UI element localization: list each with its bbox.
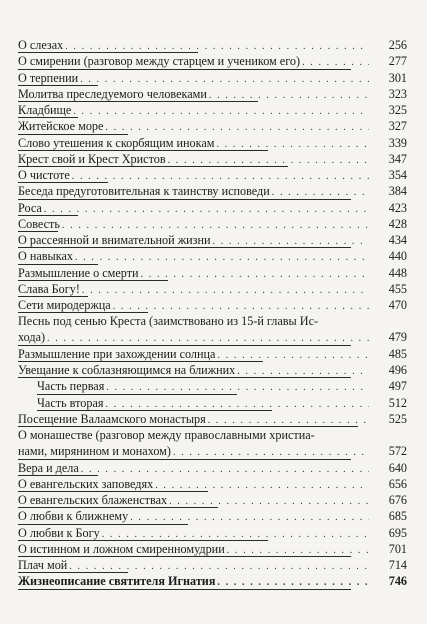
dot-leader [105, 120, 369, 134]
dot-leader [272, 185, 369, 199]
toc-entry-page: 496 [388, 363, 407, 377]
toc-entry-page: 256 [388, 38, 407, 52]
dot-leader [73, 104, 369, 118]
toc-entry-page: 676 [388, 493, 407, 507]
toc-entry-page: 485 [388, 346, 407, 361]
toc-entry-title: Кладбище [18, 103, 72, 117]
toc-entry [0, 492, 427, 508]
dot-leader [217, 575, 369, 589]
toc-entry-page: 640 [388, 460, 407, 475]
dot-leader [72, 169, 369, 183]
toc-entry-page: 428 [388, 216, 407, 231]
toc-entry [0, 460, 427, 476]
toc-entry [0, 135, 427, 151]
dot-leader [168, 153, 369, 167]
toc-entry-title: О смирении (разговор между старцем и учеником его) [18, 54, 301, 69]
dot-leader [69, 559, 369, 573]
toc-entry [0, 281, 427, 297]
toc-entry-page: 354 [388, 168, 407, 182]
dot-leader [113, 299, 369, 313]
toc-entry [0, 200, 427, 216]
toc-entry-title: Крест свой и Крест Христов [18, 151, 166, 166]
toc-entry-title: Посещение Валаамского монастыря [18, 411, 206, 426]
toc-entry [0, 86, 427, 102]
toc-entry-page: 434 [388, 233, 407, 247]
toc-entry-title: Плач мой [18, 558, 68, 572]
table-of-contents [0, 37, 427, 590]
toc-entry-title: Размышление о смерти [18, 265, 139, 280]
toc-entry-title: О истинном и ложном смиренномудрии [18, 541, 225, 556]
toc-entry-title: Беседа предуготовительная к таинству исповеди [18, 184, 270, 199]
dot-leader [80, 72, 369, 86]
toc-entry [0, 378, 427, 394]
dot-leader [81, 462, 369, 476]
toc-entry-page: 384 [388, 184, 407, 199]
toc-entry-page: 440 [388, 249, 407, 264]
toc-entry-page: 525 [388, 411, 407, 426]
dot-leader [102, 527, 369, 541]
toc-entry-title: Жизнеописание святителя Игнатия [18, 574, 216, 589]
toc-entry-title: О евангельских блаженствах [18, 493, 168, 507]
toc-entry-title: О слезах [18, 38, 64, 52]
toc-entry-page: 470 [388, 298, 407, 312]
toc-entry-title: О чистоте [18, 168, 70, 182]
toc-entry-page: 746 [388, 574, 407, 589]
toc-entry [0, 70, 427, 86]
toc-entry-title-continued: хода) [18, 330, 46, 345]
toc-entry [0, 541, 427, 557]
toc-entry [0, 248, 427, 264]
toc-entry [0, 395, 427, 411]
toc-entry-title: Молитва преследуемого человеками [18, 86, 207, 101]
dot-leader [169, 494, 369, 508]
toc-entry-title: О евангельских заповедях [18, 476, 154, 491]
toc-entry-title: Слава Богу! [18, 281, 80, 296]
toc-entry-page: 455 [388, 281, 407, 296]
toc-entry-page: 323 [388, 86, 407, 101]
dot-leader [106, 380, 369, 394]
dot-leader [65, 39, 369, 53]
toc-entry-page: 572 [388, 444, 407, 458]
toc-entry-title: О терпении [18, 70, 79, 85]
dot-leader [106, 397, 370, 411]
toc-entry-title: Часть вторая [37, 395, 104, 410]
toc-entry [0, 118, 427, 134]
dot-leader [302, 55, 369, 69]
toc-entry-page: 685 [388, 509, 407, 524]
dot-leader [217, 348, 369, 362]
toc-entry-title: Часть первая [37, 379, 105, 394]
toc-entry [0, 183, 427, 199]
toc-entry-page: 656 [388, 476, 407, 491]
toc-entry-title: Роса [18, 200, 42, 215]
toc-entry-title: О любви к ближнему [18, 509, 129, 524]
toc-entry-page: 277 [388, 54, 407, 69]
dot-leader [213, 234, 370, 248]
toc-entry [0, 232, 427, 248]
toc-entry-title: Размышление при захождении солнца [18, 346, 216, 361]
toc-entry-title: Совесть [18, 216, 60, 231]
toc-entry-page: 448 [388, 265, 407, 280]
toc-entry-page: 301 [388, 70, 407, 85]
toc-entry-page: 423 [388, 200, 407, 215]
toc-entry [0, 508, 427, 524]
toc-entry [0, 557, 427, 573]
toc-entry-title: О монашестве (разговор между православными христиа- [18, 428, 315, 442]
toc-entry-page: 714 [388, 558, 407, 572]
toc-entry-underline [18, 589, 351, 590]
toc-entry-title: Житейское море [18, 119, 104, 134]
toc-entry-page: 479 [388, 330, 407, 345]
toc-entry-title-continued: нами, мирянином и монахом) [18, 444, 171, 458]
toc-entry-title: Слово утешения к скорбящим инокам [18, 135, 215, 150]
toc-entry [0, 427, 427, 460]
dot-leader [237, 364, 369, 378]
toc-entry-title: О рассеянной и внимательной жизни [18, 233, 211, 247]
toc-entry-title: Увещание к соблазняющимся на ближних [18, 363, 236, 377]
toc-entry [0, 573, 427, 589]
toc-entry-page: 512 [388, 395, 407, 410]
toc-entry-page: 497 [388, 379, 407, 394]
toc-entry [0, 167, 427, 183]
toc-entry [0, 411, 427, 427]
toc-entry [0, 346, 427, 362]
toc-entry [0, 265, 427, 281]
toc-entry [0, 37, 427, 53]
dot-leader [82, 283, 369, 297]
toc-entry [0, 102, 427, 118]
toc-entry [0, 151, 427, 167]
dot-leader [155, 478, 369, 492]
dot-leader [227, 543, 369, 557]
dot-leader [208, 413, 369, 427]
toc-entry-page: 347 [388, 151, 407, 166]
toc-entry [0, 476, 427, 492]
dot-leader [62, 218, 369, 232]
toc-entry-page: 695 [388, 525, 407, 540]
dot-leader [130, 510, 369, 524]
dot-leader [44, 202, 369, 216]
dot-leader [209, 88, 369, 102]
toc-entry [0, 53, 427, 69]
toc-entry-title: О навыках [18, 249, 73, 264]
toc-entry-page: 327 [388, 119, 407, 134]
toc-entry [0, 216, 427, 232]
dot-leader [75, 250, 369, 264]
toc-entry [0, 313, 427, 346]
toc-entry-page: 339 [388, 135, 407, 150]
toc-entry-title: Сети миродержца [18, 298, 111, 312]
toc-entry [0, 362, 427, 378]
toc-entry-page: 701 [388, 541, 407, 556]
toc-entry-title: Песнь под сенью Креста (заимствовано из 15-й главы Ис- [18, 314, 319, 329]
dot-leader [141, 267, 369, 281]
toc-entry [0, 297, 427, 313]
toc-entry-title: О любви к Богу [18, 525, 100, 540]
toc-entry [0, 525, 427, 541]
dot-leader [216, 137, 369, 151]
toc-entry-page: 325 [388, 103, 407, 117]
toc-entry-title: Вера и дела [18, 460, 79, 475]
